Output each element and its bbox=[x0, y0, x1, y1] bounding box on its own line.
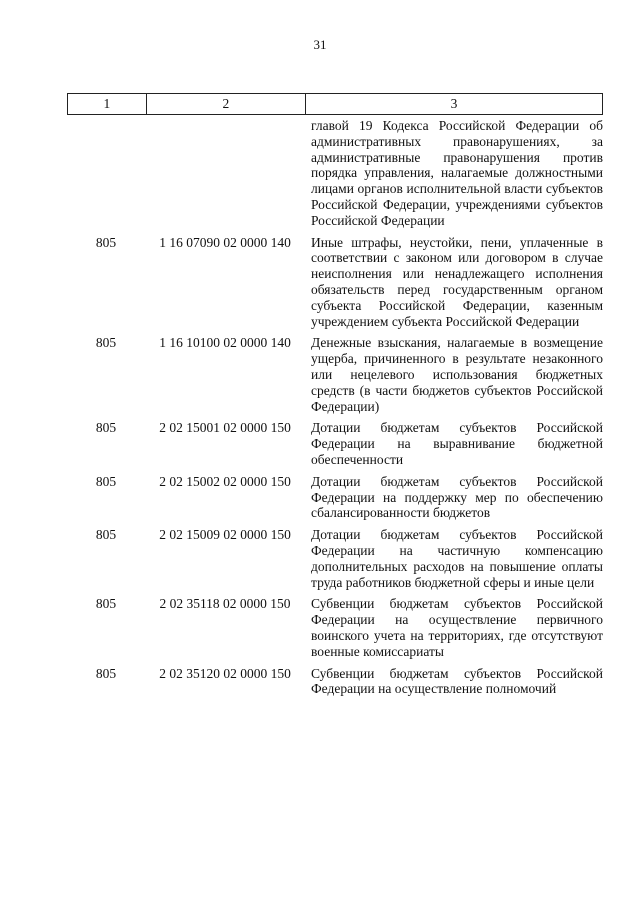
description-cell: Субвенции бюджетам субъектов Российской Федерации на осуществление полномочий bbox=[311, 665, 603, 697]
description-cell: главой 19 Кодекса Российской Федерации об административных правонарушениях, за административные правонарушения против порядка управления, налагаемые должностными лицами органов исполнительной власти субъектов Российской Федерации, учреждениями субъектов Российской Федерации bbox=[311, 118, 603, 228]
table-row bbox=[67, 118, 603, 229]
classification-code-cell: 2 02 35118 02 0000 150 bbox=[159, 596, 291, 612]
admin-code-cell: 805 bbox=[95, 473, 117, 489]
admin-code-cell: 805 bbox=[95, 335, 117, 351]
description-cell: Субвенции бюджетам субъектов Российской Федерации на осуществление первичного воинского учета на территориях, где отсутствуют военные комиссариаты bbox=[311, 596, 603, 659]
table-row bbox=[67, 596, 603, 659]
table-row bbox=[67, 335, 603, 414]
classification-code-cell: 1 16 07090 02 0000 140 bbox=[159, 234, 291, 250]
column-header-1: 1 bbox=[103, 96, 111, 111]
admin-code-cell: 805 bbox=[95, 234, 117, 250]
table-row bbox=[67, 474, 603, 521]
admin-code-cell: 805 bbox=[95, 596, 117, 612]
page-number: 31 bbox=[313, 37, 327, 52]
admin-code-cell: 805 bbox=[95, 527, 117, 543]
classification-code-cell: 2 02 15009 02 0000 150 bbox=[159, 527, 291, 543]
table-row bbox=[67, 527, 603, 590]
classification-code-cell: 2 02 15001 02 0000 150 bbox=[159, 420, 291, 436]
description-cell: Дотации бюджетам субъектов Российской Федерации на частичную компенсацию дополнительных расходов на повышение оплаты труда работников бюджетной сферы и иные цели bbox=[311, 527, 603, 590]
classification-code-cell bbox=[145, 118, 305, 229]
description-cell: Дотации бюджетам субъектов Российской Федерации на поддержку мер по обеспечению сбалансированности бюджетов bbox=[311, 473, 603, 521]
table-header-row bbox=[67, 93, 603, 115]
admin-code-cell bbox=[67, 118, 145, 229]
description-cell: Дотации бюджетам субъектов Российской Федерации на выравнивание бюджетной обеспеченности bbox=[311, 420, 603, 467]
classification-code-cell: 2 02 35120 02 0000 150 bbox=[159, 665, 291, 681]
table-row bbox=[67, 666, 603, 698]
classification-code-cell: 2 02 15002 02 0000 150 bbox=[159, 473, 291, 489]
description-cell: Иные штрафы, неустойки, пени, уплаченные в соответствии с законом или договором в случае неисполнения или ненадлежащего исполнения обязательств перед государственным органом субъекта Российской Федерации, казенным учреждением субъекта Российской Федерации bbox=[311, 234, 603, 329]
admin-code-cell: 805 bbox=[95, 665, 117, 681]
table-row bbox=[67, 420, 603, 467]
admin-code-cell: 805 bbox=[95, 420, 117, 436]
table-row bbox=[67, 235, 603, 330]
budget-code-table bbox=[67, 93, 603, 697]
column-header-3: 3 bbox=[305, 94, 602, 114]
classification-code-cell: 1 16 10100 02 0000 140 bbox=[159, 335, 291, 351]
description-cell: Денежные взыскания, налагаемые в возмещение ущерба, причиненного в результате незаконного или нецелевого использования бюджетных средств (в части бюджетов субъектов Российской Федерации) bbox=[311, 335, 603, 414]
column-header-2: 2 bbox=[146, 94, 305, 114]
